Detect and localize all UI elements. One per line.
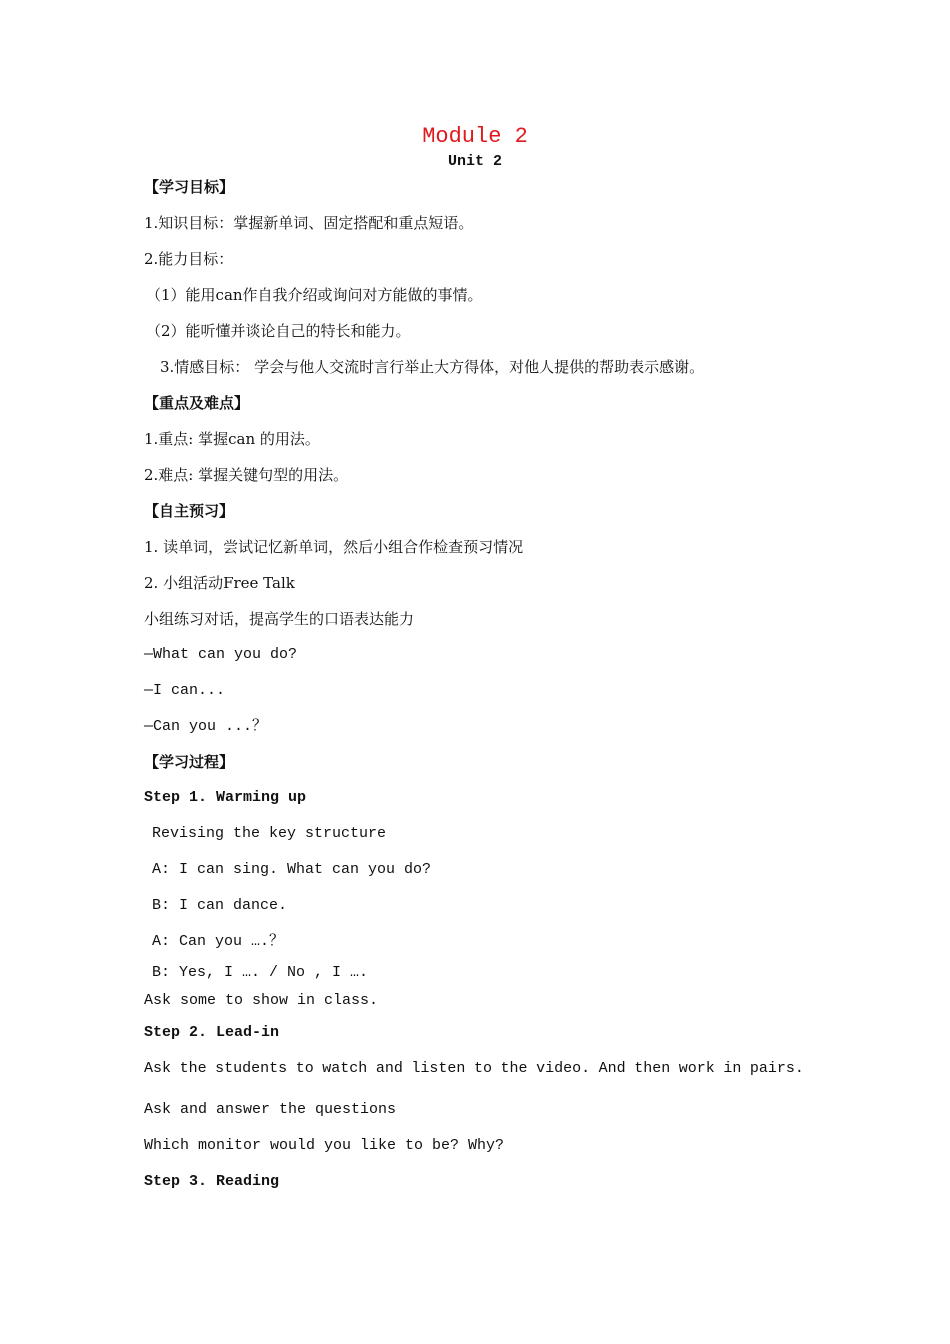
step-2-word: then <box>634 1060 671 1077</box>
step-2-heading: Step 2. Lead-in <box>144 1024 280 1041</box>
dialog-line-2: —I can... <box>144 682 226 699</box>
step-2-word: And <box>598 1060 626 1077</box>
section-heading-goals: 【学习目标】 <box>144 178 235 196</box>
step-2-word: in <box>723 1060 742 1077</box>
dialog-line-1: —What can you do? <box>144 646 298 663</box>
goal-emotion: 3.情感目标： 学会与他人交流时言行举止大方得体，对他人提供的帮助表示感谢。 <box>160 358 705 376</box>
step-2-word: students <box>215 1060 288 1077</box>
step-1-line-6: Ask some to show in class. <box>144 992 379 1009</box>
step-1-heading: Step 1. Warming up <box>144 789 307 806</box>
step-2-word: watch <box>322 1060 368 1077</box>
step-2-word: Ask <box>144 1060 172 1077</box>
section-heading-key-points: 【重点及难点】 <box>144 394 250 412</box>
section-heading-process: 【学习过程】 <box>144 753 235 771</box>
doc-title: Module 2 <box>422 124 528 149</box>
step-2-word: listen <box>411 1060 466 1077</box>
dialog-line-3: —Can you ...？ <box>144 718 268 735</box>
step-1-line-3: B: I can dance. <box>152 897 288 914</box>
goal-knowledge: 1.知识目标：掌握新单词、固定搭配和重点短语。 <box>144 214 474 232</box>
section-heading-preview: 【自主预习】 <box>144 502 235 520</box>
step-1-line-5: B: Yes, I …. / No , I …. <box>152 964 369 981</box>
doc-subtitle: Unit 2 <box>447 153 502 170</box>
preview-item-3: 小组练习对话，提高学生的口语表达能力 <box>144 610 415 628</box>
step-2-word: and <box>375 1060 403 1077</box>
step-2-line-2: Ask and answer the questions <box>144 1101 397 1118</box>
step-2-word: the <box>179 1060 207 1077</box>
step-2-word: to <box>295 1060 314 1077</box>
goal-ability-2: （2）能听懂并谈论自己的特长和能力。 <box>146 322 411 340</box>
step-2-word: the <box>500 1060 528 1077</box>
key-point: 1.重点: 掌握can 的用法。 <box>144 430 320 448</box>
goal-ability: 2.能力目标： <box>144 250 234 268</box>
preview-item-1: 1. 读单词，尝试记忆新单词，然后小组合作检查预习情况 <box>144 538 524 556</box>
step-2-word: work <box>678 1060 715 1077</box>
preview-item-2: 2. 小组活动Free Talk <box>144 574 295 592</box>
goal-ability-1: （1）能用can作自我介绍或询问对方能做的事情。 <box>146 286 483 304</box>
step-1-line-2: A: I can sing. What can you do? <box>152 861 432 878</box>
step-2-line-1 <box>144 1059 804 1079</box>
step-2-line-3: Which monitor would you like to be? Why? <box>144 1137 505 1154</box>
step-1-line-4: A: Can you ….？ <box>152 933 285 950</box>
step-2-word: pairs. <box>749 1060 804 1077</box>
difficult-point: 2.难点: 掌握关键句型的用法。 <box>144 466 349 484</box>
step-2-word: to <box>473 1060 492 1077</box>
step-1-line-1: Revising the key structure <box>152 825 387 842</box>
step-3-heading: Step 3. Reading <box>144 1173 280 1190</box>
step-2-word: video. <box>536 1060 591 1077</box>
